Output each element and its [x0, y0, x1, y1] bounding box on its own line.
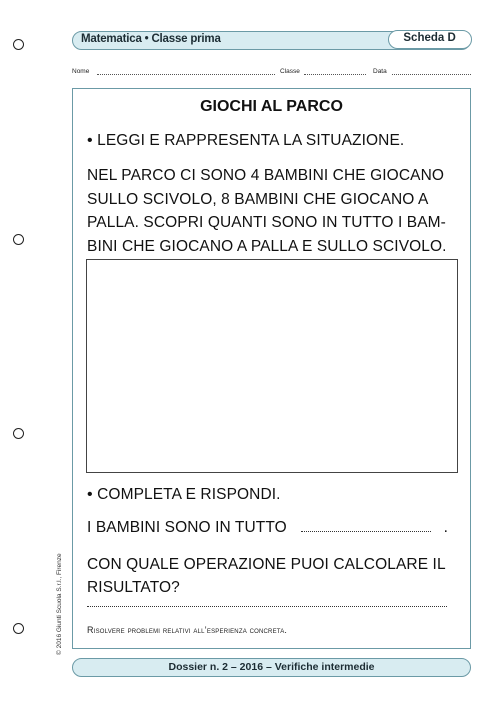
instruction-2-text: COMPLETA E RISPONDI. [97, 486, 281, 503]
binder-hole-icon [13, 428, 24, 439]
question-1-text: I BAMBINI SONO IN TUTTO [87, 519, 287, 536]
answer-operation-field[interactable] [87, 594, 447, 607]
instruction-1 [87, 132, 404, 150]
student-fields [72, 68, 471, 78]
nome-label: Nome [72, 68, 90, 75]
bullet-dot-icon: • [87, 132, 93, 149]
answer-operation-line [87, 594, 447, 612]
header-title: Matematica • Classe prima [81, 33, 221, 45]
classe-label: Classe [280, 68, 300, 75]
classe-field[interactable] [304, 73, 366, 75]
instruction-1-text: LEGGI E RAPPRESENTA LA SITUAZIONE. [97, 132, 405, 149]
data-label: Data [373, 68, 387, 75]
binder-hole-icon [13, 623, 24, 634]
problem-line: BINI CHE GIOCANO A PALLA E SULLO SCIVOLO. [87, 237, 447, 255]
question-1: I BAMBINI SONO IN TUTTO . [87, 519, 449, 536]
instruction-2 [87, 486, 281, 504]
copyright-note: © 2016 Giunti Scuola S.r.l., Firenze [56, 553, 63, 655]
nome-field[interactable] [97, 73, 275, 75]
header-bar [72, 31, 471, 50]
answer-total-field[interactable] [301, 519, 431, 532]
bullet-dot-icon: • [87, 486, 93, 503]
problem-line: PALLA. SCOPRI QUANTI SONO IN TUTTO I BAM- [87, 214, 446, 231]
problem-line: NEL PARCO CI SONO 4 BAMBINI CHE GIOCANO [87, 167, 445, 184]
data-field[interactable] [392, 73, 471, 75]
question-2-line: CON QUALE OPERAZIONE PUOI CALCOLARE IL [87, 556, 446, 573]
question-2-line: RISULTATO? [87, 579, 180, 596]
problem-line: SULLO SCIVOLO, 8 BAMBINI CHE GIOCANO A [87, 190, 429, 208]
scheda-label: Scheda D [388, 30, 472, 49]
binder-hole-icon [13, 39, 24, 50]
worksheet-title: GIOCHI AL PARCO [200, 98, 343, 115]
question-2 [87, 553, 446, 599]
objective-note: Risolvere problemi relativi all’esperienza concreta. [87, 625, 288, 635]
footer-bar: Dossier n. 2 – 2016 – Verifiche intermedie [72, 658, 471, 677]
binder-hole-icon [13, 234, 24, 245]
problem-text [87, 164, 462, 258]
drawing-area[interactable] [86, 259, 458, 473]
